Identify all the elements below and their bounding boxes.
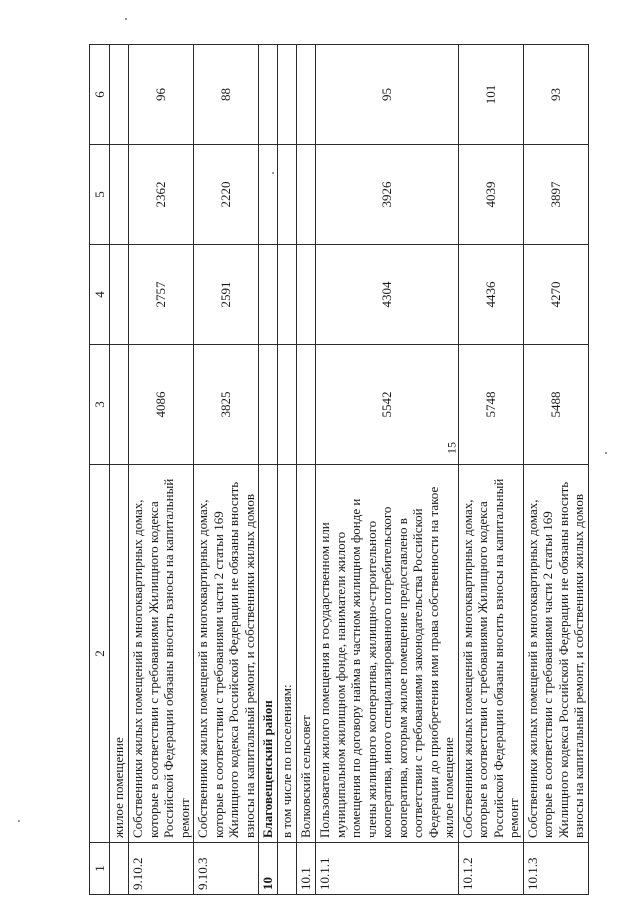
table-row [297, 45, 316, 895]
value-col-3: 4086 [129, 345, 194, 465]
table-row [110, 45, 129, 895]
row-code [110, 843, 129, 895]
value-col-5: 3897 [523, 145, 588, 245]
table-row [129, 45, 194, 895]
header-cell: 5 [90, 145, 110, 245]
value-col-4 [297, 245, 316, 345]
row-name: жилое помещение [110, 465, 129, 843]
row-name: Волковский сельсовет [297, 465, 316, 843]
value-col-6 [110, 45, 129, 145]
header-cell: 6 [90, 45, 110, 145]
value-col-4: 2757 [129, 245, 194, 345]
value-col-4: 4304 [316, 245, 459, 345]
header-cell: 4 [90, 245, 110, 345]
value-col-4 [259, 245, 278, 345]
value-col-6: 96 [129, 45, 194, 145]
value-col-3 [297, 345, 316, 465]
header-cell: 2 [90, 465, 110, 843]
scan-speck [272, 172, 274, 174]
row-code: 10.1.3 [523, 843, 588, 895]
table-row [259, 45, 278, 895]
value-col-3: 5542 [316, 345, 459, 465]
value-col-5: 2362 [129, 145, 194, 245]
value-col-3: 3825 [194, 345, 259, 465]
row-code: 10.1 [297, 843, 316, 895]
value-col-6 [278, 45, 297, 145]
rotated-table-wrapper [89, 45, 619, 895]
scan-speck [18, 820, 20, 822]
value-col-4 [278, 245, 297, 345]
value-col-3 [278, 345, 297, 465]
header-cell: 3 [90, 345, 110, 465]
value-col-5: 2220 [194, 145, 259, 245]
page-number: 15 [444, 442, 459, 454]
value-col-3: 5488 [523, 345, 588, 465]
value-col-6: 93 [523, 45, 588, 145]
value-col-6: 95 [316, 45, 459, 145]
value-col-4: 4270 [523, 245, 588, 345]
row-code: 10.1.2 [458, 843, 523, 895]
row-name: Собственники жилых помещений в многоквартирных домах, которые в соответствии с требованиями Жилищного кодекса Российской Федерации обязаны вносить взносы на капитальный ремонт [458, 465, 523, 843]
header-cell: 1 [90, 843, 110, 895]
table-row [458, 45, 523, 895]
row-code [278, 843, 297, 895]
value-col-6: 88 [194, 45, 259, 145]
value-col-5 [297, 145, 316, 245]
row-name: Собственники жилых помещений в многоквартирных домах, которые в соответствии с требованиями части 2 статьи 169 Жилищного кодекса Российской Федерации не обязаны вносить взносы на капитальный ремонт, и собственники жилых домов [523, 465, 588, 843]
row-code: 9.10.2 [129, 843, 194, 895]
value-col-6 [297, 45, 316, 145]
header-row [90, 45, 110, 895]
value-col-3 [259, 345, 278, 465]
value-col-6: 101 [458, 45, 523, 145]
table-row [194, 45, 259, 895]
value-col-5: 4039 [458, 145, 523, 245]
row-code: 10.1.1 [316, 843, 459, 895]
table-row [278, 45, 297, 895]
row-name: Собственники жилых помещений в многоквартирных домах, которые в соответствии с требованиями части 2 статьи 169 Жилищного кодекса Российской Федерации не обязаны вносить взносы на капитальный ремонт, и собственники жилых домов [194, 465, 259, 843]
row-name: в том числе по поселениям: [278, 465, 297, 843]
value-col-5 [110, 145, 129, 245]
value-col-5 [259, 145, 278, 245]
value-col-4 [110, 245, 129, 345]
row-name: Собственники жилых помещений в многоквартирных домах, которые в соответствии с требованиями Жилищного кодекса Российской Федерации обязаны вносить взносы на капитальный ремонт [129, 465, 194, 843]
row-name: Благовещенский район [259, 465, 278, 843]
value-col-5 [278, 145, 297, 245]
row-code: 9.10.3 [194, 843, 259, 895]
value-col-3 [110, 345, 129, 465]
table-row [316, 45, 459, 895]
table-body [90, 45, 589, 895]
value-col-5: 3926 [316, 145, 459, 245]
value-col-3: 5748 [458, 345, 523, 465]
value-col-6 [259, 45, 278, 145]
scan-speck [605, 452, 607, 454]
row-name: Пользователи жилого помещения в государственном или муниципальном жилищном фонде, наниматели жилого помещения по договору найма в частном жилищном фонде и члены жилищного кооператива, жилищно-строительного кооператива, иного специализированного потребительского кооператива, которым жилое помещение предоставлено в соответствии с требованиями законодательства Российской Федерации до приобретения ими права собственности на такое жилое помещение [316, 465, 459, 843]
table-row [523, 45, 588, 895]
value-col-4: 2591 [194, 245, 259, 345]
tariff-table [89, 44, 589, 895]
row-code: 10 [259, 843, 278, 895]
scan-speck [125, 18, 127, 20]
value-col-4: 4436 [458, 245, 523, 345]
